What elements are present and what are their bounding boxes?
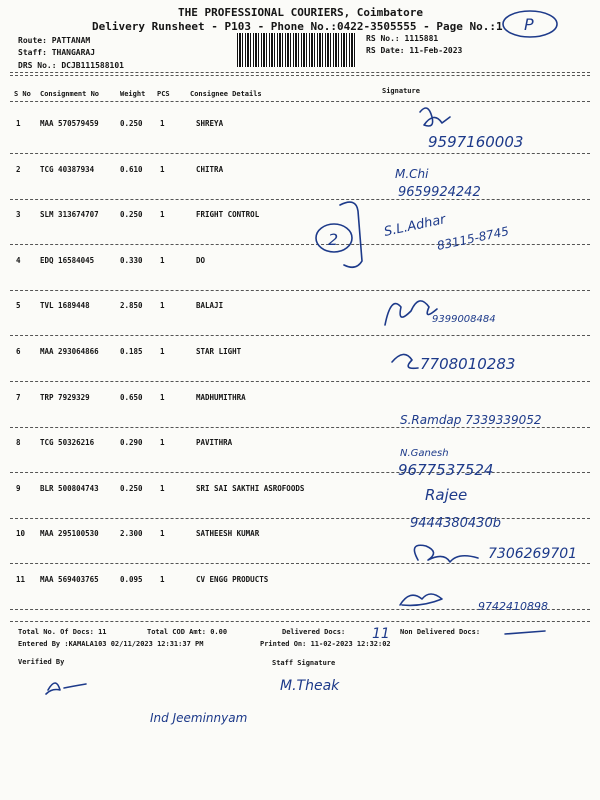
cell-consignee: MADHUMITHRA xyxy=(196,392,246,402)
hw-r8-phone: 9677537524 xyxy=(398,461,494,479)
col-consignment: Consignment No xyxy=(40,90,100,98)
signature-r5 xyxy=(385,301,437,325)
cell-sno: 6 xyxy=(16,347,21,356)
cell-consignee: PAVITHRA xyxy=(196,438,233,448)
cell-weight: 0.250 xyxy=(120,119,143,128)
total-docs: Total No. Of Docs: 11 xyxy=(18,628,107,636)
cell-pcs: 1 xyxy=(160,301,165,311)
cell-pcs: 1 xyxy=(160,210,165,220)
route-label: Route: PATTANAM xyxy=(18,36,91,45)
signature-r1 xyxy=(420,108,450,126)
cell-consignee: SHREYA xyxy=(196,119,224,128)
hw-staff-sig: M.Theak xyxy=(280,678,340,694)
cell-consignment: MAA 569403765 xyxy=(40,575,99,584)
hw-r11-phone: 9742410898 xyxy=(478,600,548,613)
printed-on: Printed On: 11-02-2023 12:32:02 xyxy=(260,640,391,648)
rs-number: RS No.: 1115881 xyxy=(366,34,439,43)
entered-by: Entered By :KAMALA103 02/11/2023 12:31:37 PM xyxy=(18,640,204,648)
cell-consignee: CHITRA xyxy=(196,164,224,174)
verified-by: Verified By xyxy=(18,658,65,666)
cell-weight: 2.300 xyxy=(120,529,143,539)
cell-consignment: TCG 40387934 xyxy=(40,164,95,174)
cell-consignment: MAA 570579459 xyxy=(40,119,99,128)
cell-weight: 2.850 xyxy=(120,301,143,311)
cell-sno: 9 xyxy=(16,483,21,493)
cell-weight: 0.290 xyxy=(120,438,143,448)
cell-consignee: SATHEESH KUMAR xyxy=(196,529,260,539)
hw-r9-name: Rajee xyxy=(425,486,468,504)
staff-signature: Staff Signature xyxy=(272,659,336,667)
cell-sno: 8 xyxy=(16,438,21,448)
hw-r2-name: M.Chi xyxy=(395,167,429,181)
hw-r3-name: S.L.Adhar xyxy=(382,212,447,240)
non-delivered-dash xyxy=(505,631,545,634)
hw-bottom-text: Ind Jeeminnyam xyxy=(150,711,248,725)
delivered-docs: Delivered Docs: xyxy=(282,628,346,636)
page-mark-text: P xyxy=(524,15,534,34)
cell-pcs: 1 xyxy=(160,255,165,265)
hw-r10-phone: 7306269701 xyxy=(488,546,578,562)
cell-weight: 0.250 xyxy=(120,483,143,493)
cell-consignee: BALAJI xyxy=(196,301,224,311)
cell-weight: 0.185 xyxy=(120,347,143,356)
hw-r2-phone: 9659924242 xyxy=(398,185,481,200)
total-cod: Total COD Amt: 0.00 xyxy=(147,628,228,636)
cell-weight: 0.095 xyxy=(120,575,143,584)
rs-date: RS Date: 11-Feb-2023 xyxy=(366,46,463,55)
cell-weight: 0.610 xyxy=(120,164,143,174)
cell-consignment: MAA 295100530 xyxy=(40,529,99,539)
hw-r6-phone: 7708010283 xyxy=(420,355,516,373)
staff-label: Staff: THANGARAJ xyxy=(18,48,96,57)
hw-r5-phone: 9399008484 xyxy=(432,314,496,325)
hw-r1-phone: 9597160003 xyxy=(428,133,524,151)
hw-r9-phone: 9444380430b xyxy=(410,516,501,531)
signature-r10 xyxy=(414,545,478,562)
cell-consignee: CV ENGG PRODUCTS xyxy=(196,575,269,584)
cell-weight: 0.650 xyxy=(120,392,143,402)
cell-weight: 0.250 xyxy=(120,210,143,220)
cell-pcs: 1 xyxy=(160,392,165,402)
cell-consignee: DO xyxy=(196,255,206,265)
runsheet-subtitle: Delivery Runsheet - P103 - Phone No.:0422-3505555 - Page No.:1 xyxy=(92,20,503,33)
cell-pcs: 1 xyxy=(160,347,165,356)
cell-pcs: 1 xyxy=(160,119,165,128)
cell-pcs: 1 xyxy=(160,438,165,448)
cell-consignment: TVL 1689448 xyxy=(40,301,90,311)
company-title: THE PROFESSIONAL COURIERS, Coimbatore xyxy=(178,6,424,19)
drs-number: DRS No.: DCJB111588101 xyxy=(18,61,124,70)
cell-sno: 10 xyxy=(16,529,26,539)
cell-pcs: 1 xyxy=(160,483,165,493)
cell-sno: 11 xyxy=(16,575,26,584)
cell-consignee: FRIGHT CONTROL xyxy=(196,210,260,220)
cell-sno: 1 xyxy=(16,119,21,128)
col-signature: Signature xyxy=(382,87,420,95)
col-pcs: PCS xyxy=(157,90,170,98)
cell-weight: 0.330 xyxy=(120,255,143,265)
cell-consignment: TCG 50326216 xyxy=(40,438,95,448)
cell-sno: 7 xyxy=(16,392,21,402)
cell-sno: 2 xyxy=(16,164,21,174)
non-delivered-docs: Non Delivered Docs: xyxy=(400,628,481,636)
verified-signature xyxy=(46,683,86,694)
hw-r7-text: S.Ramdap 7339339052 xyxy=(400,413,542,427)
cell-pcs: 1 xyxy=(160,529,165,539)
cell-sno: 4 xyxy=(16,255,21,265)
hw-r8-name: N.Ganesh xyxy=(400,448,449,459)
signature-r6 xyxy=(392,354,418,368)
hw-r3-mark: 2 xyxy=(328,230,339,249)
cell-sno: 5 xyxy=(16,301,21,311)
cell-pcs: 1 xyxy=(160,164,165,174)
cell-consignment: MAA 293064866 xyxy=(40,347,99,356)
hw-r3-phone: 83115-8745 xyxy=(435,224,511,253)
signature-r11 xyxy=(400,594,442,605)
cell-consignment: BLR 500804743 xyxy=(40,483,99,493)
cell-sno: 3 xyxy=(16,210,21,220)
cell-pcs: 1 xyxy=(160,575,165,584)
cell-consignment: SLM 313674707 xyxy=(40,210,99,220)
cell-consignee: STAR LIGHT xyxy=(196,347,242,356)
cell-consignment: TRP 7929329 xyxy=(40,392,90,402)
cell-consignment: EDQ 16584045 xyxy=(40,255,95,265)
cell-consignee: SRI SAI SAKTHI ASROFOODS xyxy=(196,483,305,493)
col-sno: S No xyxy=(14,90,31,98)
col-weight: Weight xyxy=(120,90,146,98)
col-consignee: Consignee Details xyxy=(190,90,262,98)
hw-delivered-count: 11 xyxy=(372,626,390,642)
